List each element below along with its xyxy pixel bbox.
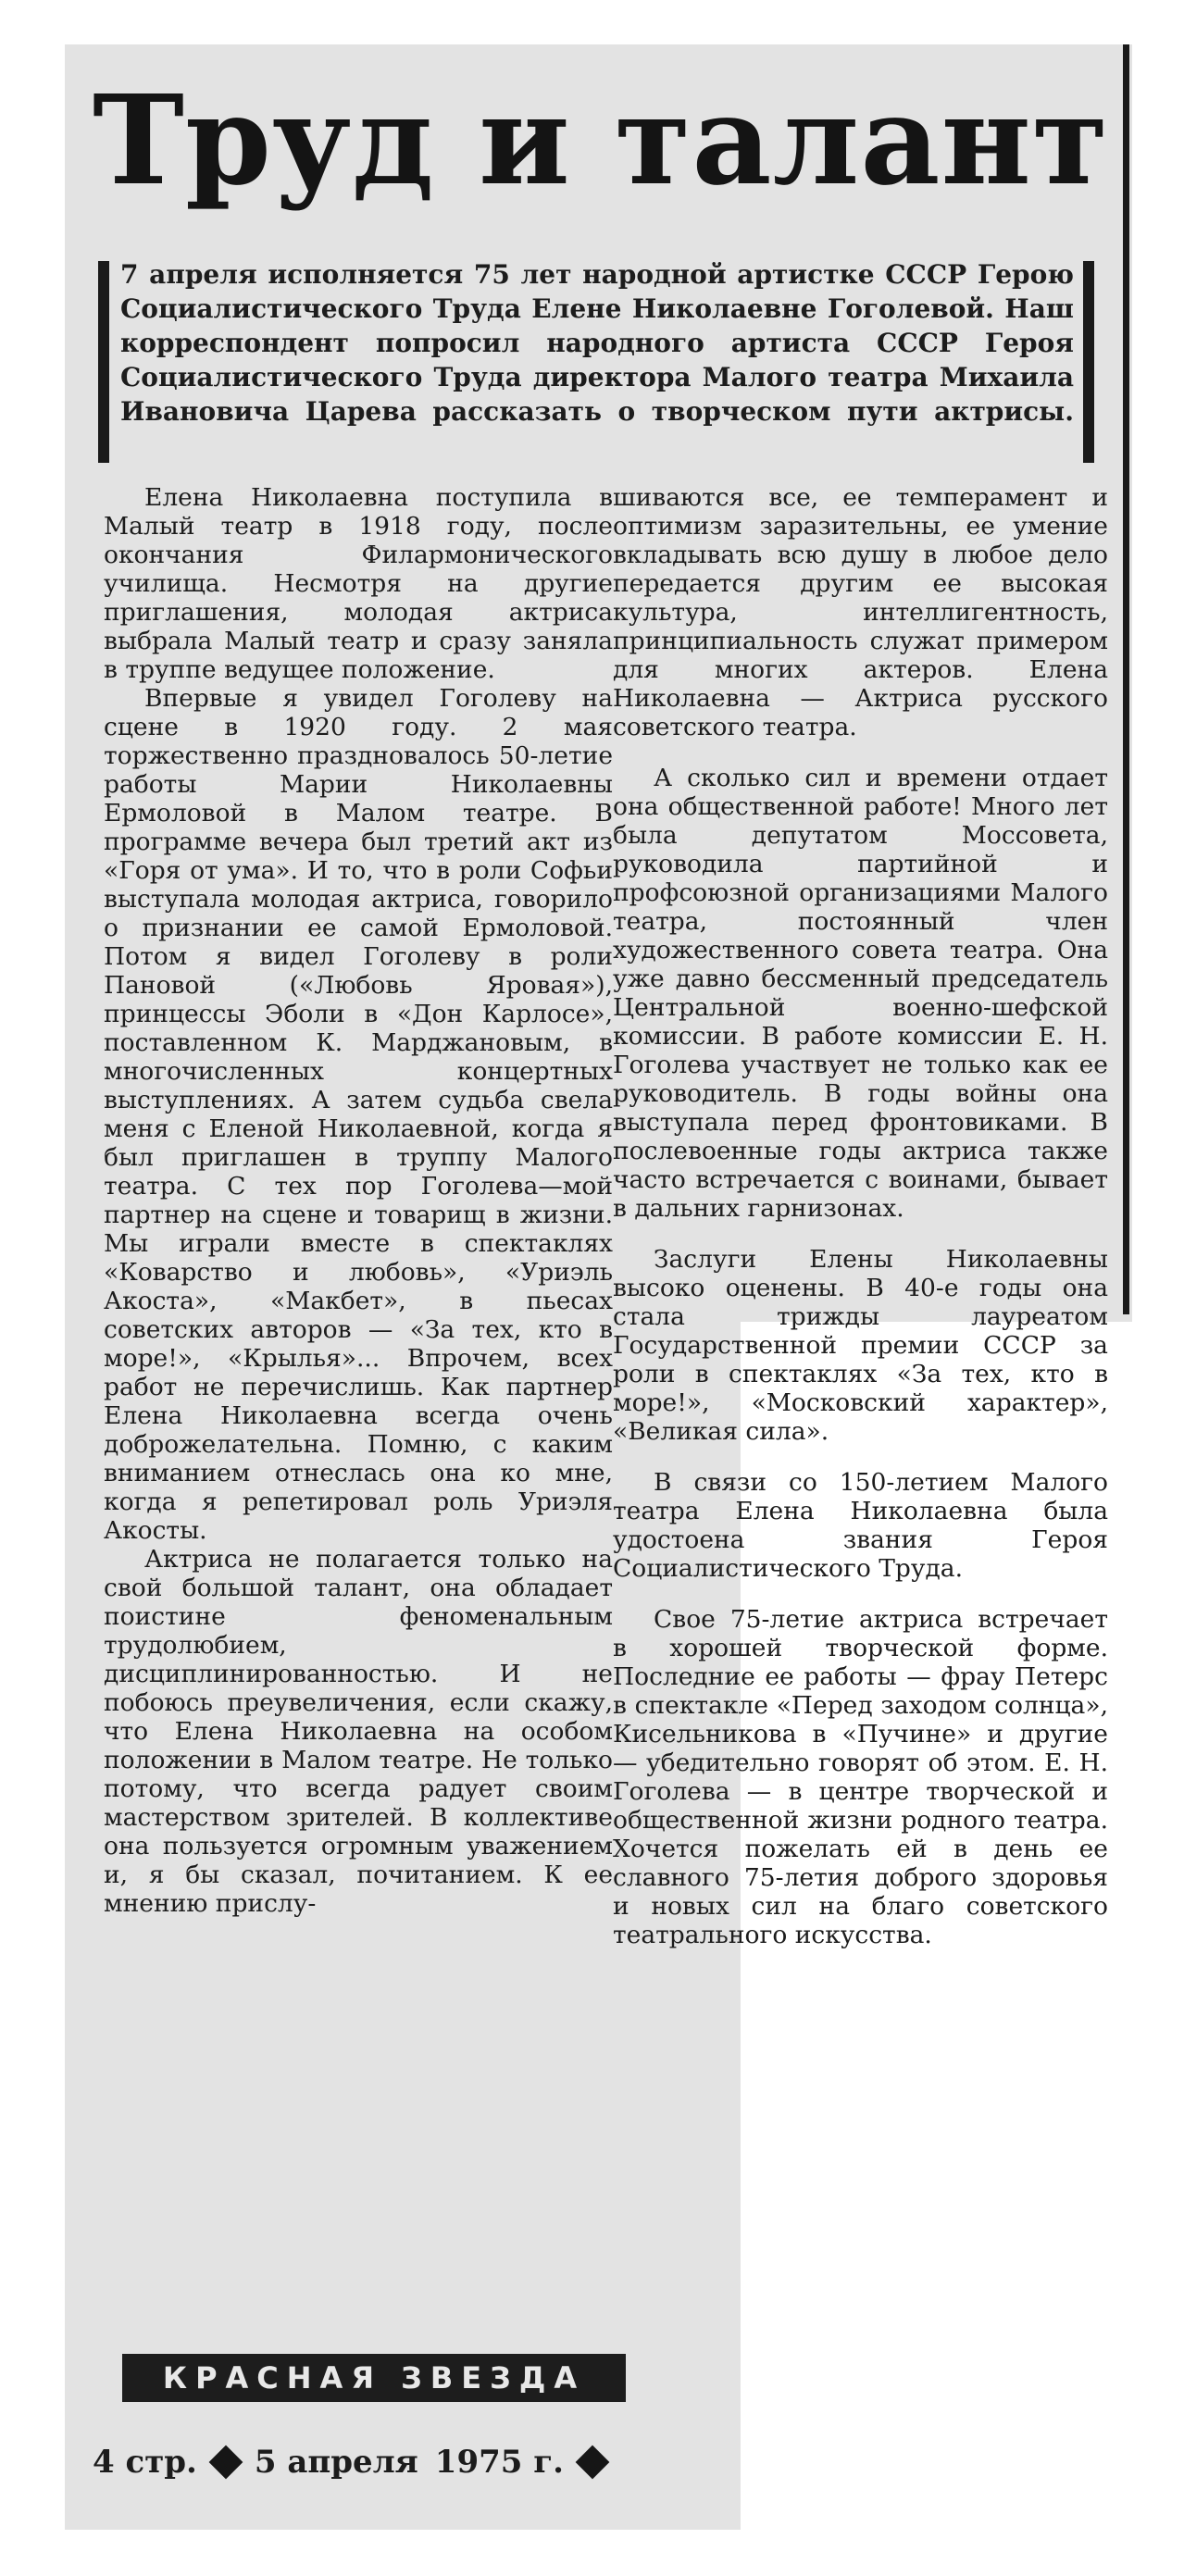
article-paragraph: В связи со 150-летием Малого театра Елена Николаевна была удостоена звания Героя Социалистического Труда. [613, 1468, 1108, 1583]
article-paragraph: А сколько сил и времени отдает она общественной работе! Много лет была депутатом Моссовета, руководила партийной и профсоюзной организациями Малого театра, постоянный член художественного совета театра. Она уже давно бессменный председатель Центральной военно-шефской комиссии. В работе комиссии Е. Н. Гоголева участвует не только как ее руководитель. В годы войны она выступала перед фронтовиками. В послевоенные годы актриса также часто встречается с воинами, бывает в дальних гарнизонах. [613, 764, 1108, 1223]
newspaper-masthead: КРАСНАЯ ЗВЕЗДА [122, 2354, 626, 2402]
article-paragraph: Свое 75-летие актриса встречает в хорошей творческой форме. Последние ее работы — фрау Петерс в спектакле «Перед заходом солнца», Кисельникова в «Пучине» и другие — убедительно говорят об этом. Е. Н. Гоголева — в центре творческой и общественной жизни родного театра. Хочется пожелать ей в день ее славного 75-летия доброго здоровья и новых сил на благо советского театрального искусства. [613, 1605, 1108, 1949]
diamond-icon [576, 2445, 610, 2480]
article-column-left [104, 483, 613, 1918]
issue-year: 1975 г. [434, 2444, 564, 2481]
article-paragraph: Заслуги Елены Николаевны высоко оценены. В 40-е годы она стала трижды лауреатом Государственной премии СССР за роли в спектаклях «За тех, кто в море!», «Московский характер», «Великая сила». [613, 1245, 1108, 1446]
column-rule [1123, 44, 1129, 1314]
lead-right-bar [1083, 261, 1094, 463]
article-column-right [613, 483, 1108, 1949]
dateline [93, 2434, 685, 2490]
article-paragraph: Актриса не полагается только на свой большой талант, она обладает поистине феноменальным трудолюбием, дисциплинированностью. И не побоюсь преувеличения, если скажу, что Елена Николаевна на особом положении в Малом театре. Не только потому, что всегда радует своим мастерством зрителей. В коллективе она пользуется огромным уважением и, я бы сказал, почитанием. К ее мнению прислу- [104, 1545, 613, 1918]
article-paragraph: шиваются все, ее темперамент и оптимизм заразительны, ее умение вкладывать всю душу в любое дело передается другим ее высокая культура, интеллигентность, принципиальность служат примером для многих актеров. Елена Николаевна — Актриса русского советского театра. [613, 483, 1108, 741]
article-paragraph: Елена Николаевна поступила в Малый театр в 1918 году, после окончания Филармонического училища. Несмотря на другие приглашения, молодая актриса выбрала Малый театр и сразу заняла в труппе ведущее положение. [104, 483, 613, 684]
issue-date: 5 апреля [254, 2444, 418, 2481]
lead-left-bar [98, 261, 109, 463]
article-paragraph: Впервые я увидел Гоголеву на сцене в 1920 году. 2 мая торжественно праздновалось 50-летие работы Марии Николаевны Ермоловой в Малом театре. В программе вечера был третий акт из «Горя от ума». И то, что в роли Софьи выступала молодая актриса, говорило о признании ее самой Ермоловой. Потом я видел Гоголеву в роли Пановой («Любовь Яровая»), принцессы Эболи в «Дон Карлосе», поставленном К. Марджановым, в многочисленных концертных выступлениях. А затем судьба свела меня с Еленой Николаевной, когда я был приглашен в труппу Малого театра. С тех пор Гоголева—мой партнер на сцене и товарищ в жизни. Мы играли вместе в спектаклях «Коварство и любовь», «Уриэль Акоста», «Макбет», в пьесах советских авторов — «За тех, кто в море!», «Крылья»... Впрочем, всех работ не перечислишь. Как партнер Елена Николаевна всегда очень доброжелательна. Помню, с каким вниманием отнеслась она ко мне, когда я репетировал роль Уриэля Акосты. [104, 684, 613, 1545]
page-number: 4 стр. [93, 2444, 197, 2481]
diamond-icon [208, 2445, 243, 2480]
article-headline: Труд и талант [93, 68, 1110, 213]
article-lead: 7 апреля исполняется 75 лет народной артистке СССР Герою Социалистического Труда Елене Николаевне Гоголевой. Наш корреспондент попросил народного артиста СССР Героя Социалистического Труда директора Малого театра Михаила Ивановича Царева рассказать о творческом пути актрисы. [120, 259, 1074, 427]
